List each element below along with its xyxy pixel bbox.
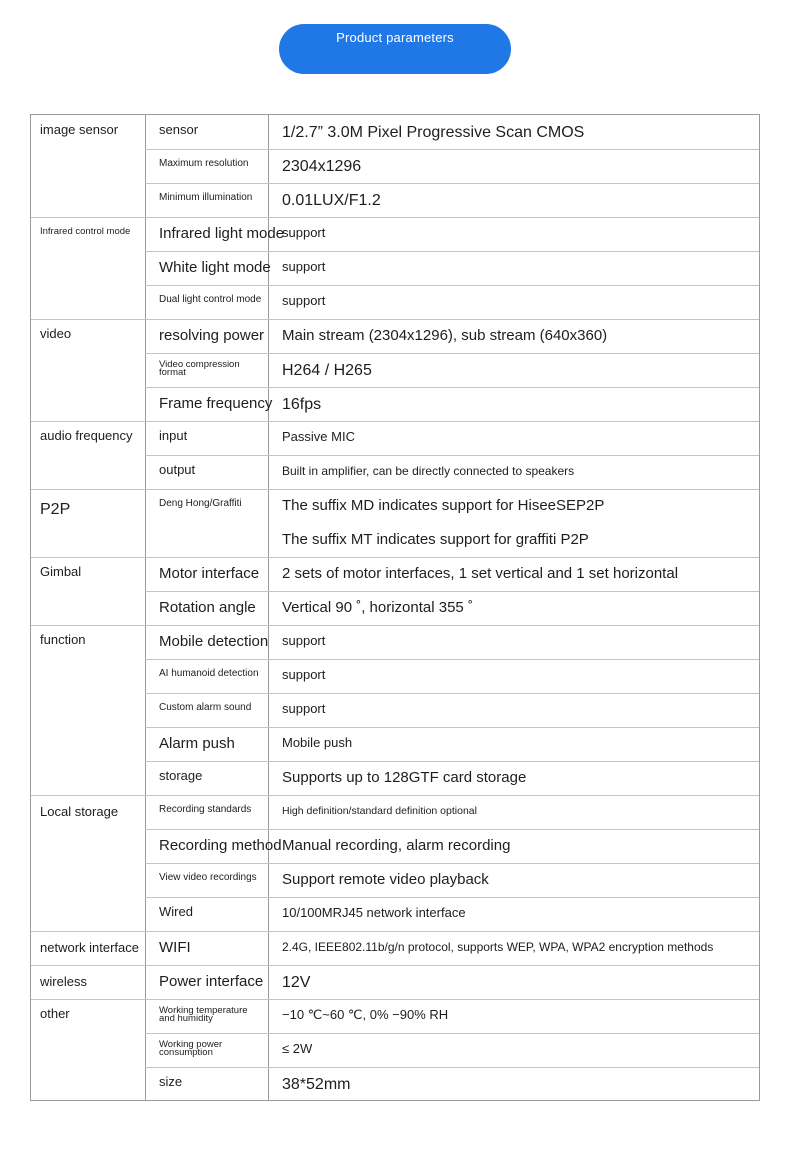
param-label: Alarm push bbox=[159, 735, 235, 752]
category-network-interface: network interface bbox=[40, 940, 139, 955]
row-divider bbox=[31, 217, 759, 218]
row-divider bbox=[145, 591, 759, 592]
param-value: The suffix MD indicates support for HiseeSEP2P bbox=[282, 497, 605, 514]
param-value-secondary: The suffix MT indicates support for graffiti P2P bbox=[282, 531, 589, 548]
param-label: output bbox=[159, 462, 196, 477]
parameters-table bbox=[30, 114, 760, 1101]
param-value: support bbox=[282, 259, 326, 274]
param-value: Vertical 90 ˚, horizontal 355 ˚ bbox=[282, 599, 473, 616]
row-divider bbox=[145, 863, 759, 864]
param-value: 0.01LUX/F1.2 bbox=[282, 192, 381, 209]
param-label: input bbox=[159, 428, 188, 443]
param-label: Rotation angle bbox=[159, 599, 256, 616]
row-divider bbox=[31, 931, 759, 932]
row-divider bbox=[145, 727, 759, 728]
param-value: 16fps bbox=[282, 396, 322, 413]
param-value: −10 ℃~60 ℃, 0% −90% RH bbox=[282, 1007, 449, 1022]
row-divider bbox=[145, 285, 759, 286]
param-value: Supports up to 128GTF card storage bbox=[282, 769, 527, 786]
param-label: Minimum illumination bbox=[159, 192, 253, 203]
param-label: AI humanoid detection bbox=[159, 668, 259, 679]
param-label: Power interface bbox=[159, 973, 264, 990]
param-value: support bbox=[282, 225, 326, 240]
category-p2p: P2P bbox=[40, 501, 71, 518]
category-local-storage: Local storage bbox=[40, 804, 119, 819]
category-wireless: wireless bbox=[40, 974, 87, 989]
param-label: Working power consumption bbox=[159, 1039, 223, 1058]
param-label: Infrared light mode bbox=[159, 225, 285, 242]
param-label: storage bbox=[159, 768, 203, 783]
param-label: Wired bbox=[159, 904, 193, 919]
param-label: Working temperature and humidity bbox=[159, 1005, 248, 1024]
param-label: Video compression format bbox=[159, 359, 240, 378]
row-divider bbox=[145, 387, 759, 388]
param-value: Main stream (2304x1296), sub stream (640x360) bbox=[282, 327, 608, 344]
param-value: 2304x1296 bbox=[282, 158, 362, 175]
param-value: 38*52mm bbox=[282, 1076, 351, 1093]
row-divider bbox=[145, 149, 759, 150]
param-value: Support remote video playback bbox=[282, 871, 489, 888]
param-value: Manual recording, alarm recording bbox=[282, 837, 511, 854]
param-label: sensor bbox=[159, 122, 199, 137]
category-gimbal: Gimbal bbox=[40, 564, 82, 579]
param-value: support bbox=[282, 701, 326, 716]
row-divider bbox=[145, 353, 759, 354]
param-value: support bbox=[282, 667, 326, 682]
param-value: Passive MIC bbox=[282, 429, 355, 444]
param-label: Deng Hong/Graffiti bbox=[159, 498, 242, 509]
row-divider bbox=[145, 659, 759, 660]
param-label: View video recordings bbox=[159, 872, 257, 883]
param-value: Built in amplifier, can be directly connected to speakers bbox=[282, 464, 575, 478]
row-divider bbox=[145, 1033, 759, 1034]
row-divider bbox=[145, 693, 759, 694]
row-divider bbox=[145, 455, 759, 456]
row-divider bbox=[31, 999, 759, 1000]
product-parameters-badge bbox=[279, 24, 511, 74]
row-divider bbox=[31, 489, 759, 490]
row-divider bbox=[31, 795, 759, 796]
category-image-sensor: image sensor bbox=[40, 122, 119, 137]
param-value: 2 sets of motor interfaces, 1 set vertical and 1 set horizontal bbox=[282, 565, 679, 582]
category-function: function bbox=[40, 632, 86, 647]
param-value: High definition/standard definition optional bbox=[282, 805, 477, 817]
row-divider bbox=[31, 421, 759, 422]
param-label: Dual light control mode bbox=[159, 294, 262, 305]
param-label: size bbox=[159, 1074, 183, 1089]
param-label: WIFI bbox=[159, 939, 191, 956]
param-label: Motor interface bbox=[159, 565, 260, 582]
category-video: video bbox=[40, 326, 72, 341]
param-label: White light mode bbox=[159, 259, 271, 276]
row-divider bbox=[145, 829, 759, 830]
param-label: Frame frequency bbox=[159, 395, 273, 412]
param-value: support bbox=[282, 633, 326, 648]
row-divider bbox=[145, 761, 759, 762]
param-label: Maximum resolution bbox=[159, 158, 249, 169]
row-divider bbox=[145, 251, 759, 252]
param-value: 12V bbox=[282, 974, 311, 991]
param-label: Custom alarm sound bbox=[159, 702, 252, 713]
param-value: 2.4G, IEEE802.11b/g/n protocol, supports WEP, WPA, WPA2 encryption methods bbox=[282, 940, 714, 954]
param-label: Recording standards bbox=[159, 804, 252, 815]
param-value: Mobile push bbox=[282, 735, 353, 750]
param-label: Recording method bbox=[159, 837, 282, 854]
param-value: ≤ 2W bbox=[282, 1041, 313, 1056]
row-divider bbox=[31, 319, 759, 320]
param-label: Mobile detection bbox=[159, 633, 269, 650]
param-value: H264 / H265 bbox=[282, 362, 372, 379]
param-value: 1/2.7” 3.0M Pixel Progressive Scan CMOS bbox=[282, 124, 585, 141]
category-audio-frequency: audio frequency bbox=[40, 428, 133, 443]
param-value: 10/100MRJ45 network interface bbox=[282, 905, 466, 920]
row-divider bbox=[31, 557, 759, 558]
category-other: other bbox=[40, 1006, 70, 1021]
row-divider bbox=[31, 625, 759, 626]
row-divider bbox=[145, 183, 759, 184]
row-divider bbox=[31, 965, 759, 966]
row-divider bbox=[145, 1067, 759, 1068]
page-title: Product parameters bbox=[336, 30, 454, 45]
param-value: support bbox=[282, 293, 326, 308]
row-divider bbox=[145, 897, 759, 898]
param-label: resolving power bbox=[159, 327, 265, 344]
category-infrared-control-mode: Infrared control mode bbox=[40, 226, 131, 237]
